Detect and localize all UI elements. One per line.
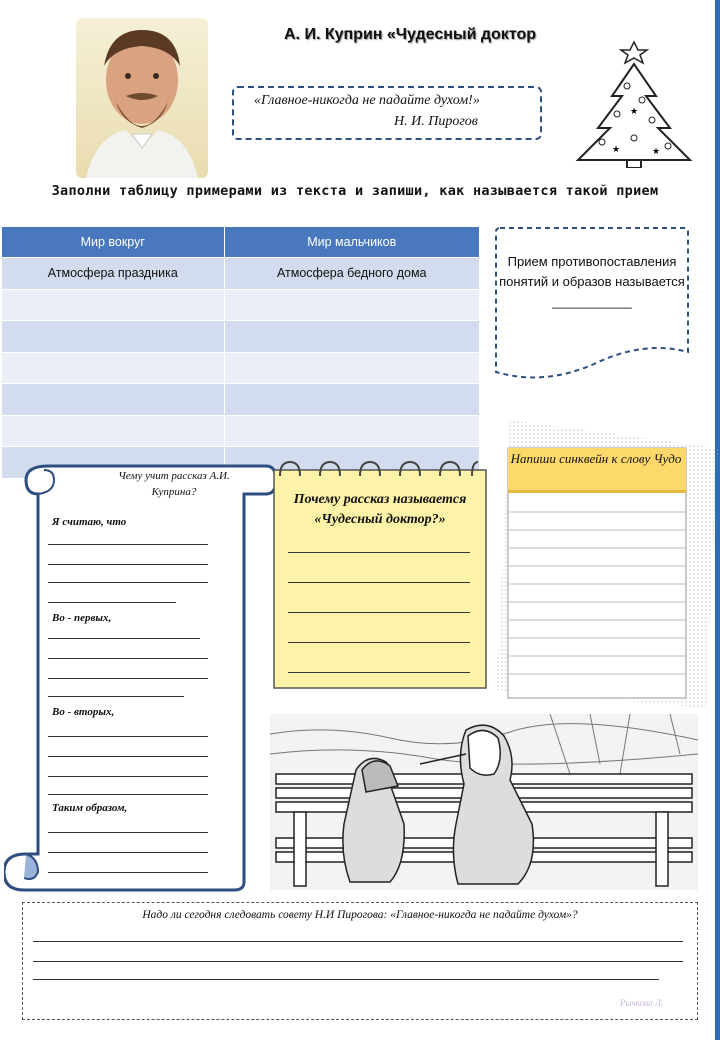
svg-text:★: ★ — [630, 106, 639, 116]
table-row — [2, 289, 480, 321]
technique-text: Прием противопоставления понятий и образов называется — [499, 254, 685, 289]
answer-line[interactable] — [48, 678, 208, 679]
table-cell[interactable] — [224, 352, 480, 384]
christmas-tree-icon — [572, 38, 702, 168]
answer-line[interactable] — [48, 602, 176, 603]
scroll-question: Чему учит рассказ А.И. Куприна? — [118, 470, 230, 498]
answer-line[interactable] — [48, 544, 208, 545]
quote-text: «Главное-никогда не падайте духом!» — [254, 93, 480, 108]
table-cell[interactable]: Атмосфера праздника — [2, 258, 224, 290]
table-cell[interactable] — [2, 289, 224, 321]
technique-blank[interactable]: ___________ — [552, 294, 632, 309]
table-cell[interactable] — [2, 321, 224, 353]
answer-line[interactable] — [48, 564, 208, 565]
answer-line[interactable] — [48, 756, 208, 757]
prompt-first: Во - первых, — [52, 612, 112, 624]
table-cell[interactable] — [2, 415, 224, 447]
quote-box — [232, 86, 542, 140]
answer-line[interactable] — [33, 961, 683, 962]
bottom-question-box — [22, 902, 698, 1020]
answer-line[interactable] — [48, 832, 208, 833]
table-cell[interactable] — [224, 321, 480, 353]
syncwine-notebook — [496, 420, 718, 708]
notepad-question: Почему рассказ называется «Чудесный доктор?» — [293, 492, 467, 527]
prompt-i-think: Я считаю, что — [52, 516, 127, 528]
prompt-thus: Таким образом, — [52, 802, 128, 814]
quote-author: Н. И. Пирогов — [394, 114, 478, 129]
answer-line[interactable] — [48, 658, 208, 659]
answer-line[interactable] — [288, 642, 470, 643]
instruction-text: Заполни таблицу примерами из текста и запиши, как называется такой прием — [51, 183, 659, 199]
answer-line[interactable] — [48, 776, 208, 777]
answer-line[interactable] — [48, 852, 208, 853]
answer-line[interactable] — [48, 638, 200, 639]
table-cell[interactable] — [2, 352, 224, 384]
answer-line[interactable] — [33, 979, 659, 980]
table-cell[interactable]: Атмосфера бедного дома — [224, 258, 480, 290]
table-cell[interactable] — [2, 384, 224, 416]
table-row — [2, 384, 480, 416]
svg-text:★: ★ — [652, 146, 661, 156]
table-header-world: Мир вокруг — [2, 227, 224, 258]
table-row — [2, 258, 480, 290]
syncwine-header: Напиши синквейн к слову Чудо — [510, 451, 682, 466]
answer-line[interactable] — [48, 872, 208, 873]
answer-line[interactable] — [48, 736, 208, 737]
prompt-second: Во - вторых, — [52, 706, 115, 718]
table-row — [2, 321, 480, 353]
table-header-boys: Мир мальчиков — [224, 227, 480, 258]
table-cell[interactable] — [224, 384, 480, 416]
answer-line[interactable] — [48, 696, 184, 697]
scroll-box — [4, 462, 276, 894]
answer-line[interactable] — [288, 552, 470, 553]
table-row — [2, 415, 480, 447]
notepad-box — [272, 458, 488, 690]
table-cell[interactable] — [224, 289, 480, 321]
table-cell[interactable] — [224, 415, 480, 447]
answer-line[interactable] — [288, 672, 470, 673]
author-portrait — [76, 18, 208, 178]
answer-line[interactable] — [33, 941, 683, 942]
technique-box — [494, 226, 690, 386]
answer-line[interactable] — [288, 582, 470, 583]
answer-line[interactable] — [288, 612, 470, 613]
comparison-table — [2, 227, 480, 478]
bottom-question: Надо ли сегодня следовать совету Н.И Пирогова: «Главное-никогда не падайте духом»? — [142, 909, 578, 921]
bench-illustration — [270, 714, 698, 890]
page-title: А. И. Куприн «Чудесный доктор — [284, 26, 536, 43]
author-signature: Рычкова Л. — [620, 998, 664, 1008]
table-row — [2, 352, 480, 384]
answer-line[interactable] — [48, 582, 208, 583]
svg-text:★: ★ — [612, 144, 621, 154]
answer-line[interactable] — [48, 794, 208, 795]
